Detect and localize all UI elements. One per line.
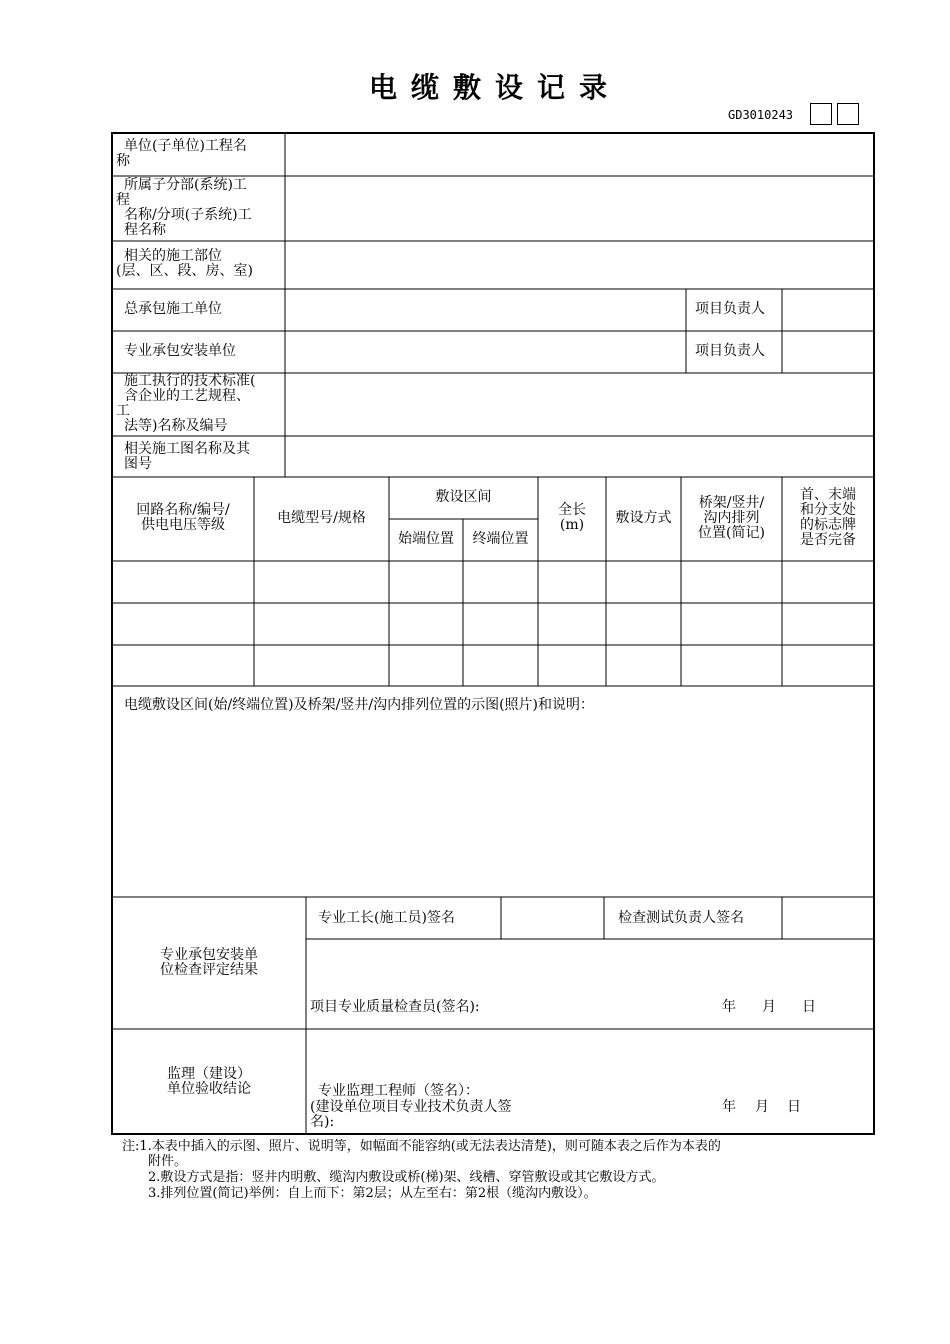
standards-label-2: 含企业的工艺规程、 (124, 388, 250, 404)
marker-header-4: 是否完备 (800, 532, 856, 548)
quality-inspector-label: 项目专业质量检查员(签名): (310, 999, 480, 1015)
sub-division-label-2: 程 (116, 192, 130, 208)
unit-name-label-2: 称 (116, 153, 130, 169)
test-leader-signature-label: 检查测试负责人签名 (618, 910, 744, 926)
sub-division-label-3: 名称/分项(子系统)工 (124, 207, 252, 223)
supervision-engineer-label-3: 名): (310, 1114, 335, 1130)
location-label-2: (层、区、段、房、室) (116, 263, 253, 279)
note-1: 注:1.本表中插入的示图、照片、说明等，如幅面不能容纳(或无法表达清楚)，则可随本表之后作为本表的 (122, 1139, 721, 1154)
circuit-header-2: 供电电压等级 (141, 517, 225, 533)
marker-header-3: 的标志牌 (800, 517, 856, 533)
length-header-2: (m) (559, 517, 585, 533)
start-header: 始端位置 (398, 531, 454, 547)
method-header: 敷设方式 (615, 510, 672, 526)
sub-division-label-1: 所属子分部(系统)工 (124, 177, 247, 193)
note-3: 3.排列位置(简记)举例：自上而下：第2层；从左至右：第2根（缆沟内敷设）。 (148, 1186, 597, 1201)
supervision-month-label: 月 (755, 1099, 769, 1115)
project-leader-label-2: 项目负责人 (695, 343, 765, 359)
general-contractor-label: 总承包施工单位 (124, 301, 222, 317)
supervision-day-label: 日 (787, 1099, 801, 1115)
supervision-title-1: 监理（建设） (167, 1066, 251, 1082)
unit-name-label-1: 单位(子单位)工程名 (124, 138, 247, 154)
tray-header-1: 桥架/竖井/ (698, 495, 765, 511)
drawings-label-2: 图号 (124, 456, 152, 472)
supervision-title-2: 单位验收结论 (167, 1081, 251, 1097)
foreman-signature-label: 专业工长(施工员)签名 (318, 910, 455, 926)
end-header: 终端位置 (472, 531, 529, 547)
form-code: GD3010243 (728, 108, 794, 122)
tray-header-2: 沟内排列 (703, 510, 760, 526)
marker-header-2: 和分支处 (800, 502, 856, 518)
standards-label-3: 工 (116, 403, 130, 419)
inspection-year-label: 年 (722, 999, 736, 1015)
marker-header-1: 首、末端 (800, 487, 856, 503)
standards-label-4: 法等)名称及编号 (124, 418, 228, 434)
diagram-label: 电缆敷设区间(始/终端位置)及桥架/竖井/沟内排列位置的示图(照片)和说明： (124, 697, 594, 713)
supervision-engineer-label-2: (建设单位项目专业技术负责人签 (310, 1099, 512, 1115)
inspection-month-label: 月 (762, 999, 776, 1015)
supervision-engineer-label-1: 专业监理工程师（签名）： (318, 1083, 479, 1099)
project-leader-label-1: 项目负责人 (695, 301, 765, 317)
section-header: 敷设区间 (435, 489, 492, 505)
circuit-header-1: 回路名称/编号/ (136, 502, 230, 518)
sub-division-label-4: 程名称 (124, 222, 166, 238)
inspection-title-1: 专业承包安装单 (160, 947, 258, 963)
note-1-cont: 附件。 (148, 1154, 188, 1169)
cable-model-header: 电缆型号/规格 (277, 510, 366, 526)
inspection-title-2: 位检查评定结果 (160, 962, 258, 978)
inspection-day-label: 日 (802, 999, 816, 1015)
note-2: 2.敷设方式是指：竖井内明敷、缆沟内敷设或桥(梯)架、线槽、穿管敷设或其它敷设方式。 (148, 1170, 665, 1185)
location-label-1: 相关的施工部位 (124, 248, 222, 264)
tray-header-3: 位置(简记) (698, 525, 765, 541)
standards-label-1: 施工执行的技术标准( (124, 373, 256, 389)
length-header-1: 全长 (558, 502, 586, 518)
page-title: 电缆敷设记录 (368, 71, 621, 104)
drawings-label-1: 相关施工图名称及其 (124, 441, 250, 457)
specialty-contractor-label: 专业承包安装单位 (124, 343, 236, 359)
supervision-year-label: 年 (722, 1099, 736, 1115)
